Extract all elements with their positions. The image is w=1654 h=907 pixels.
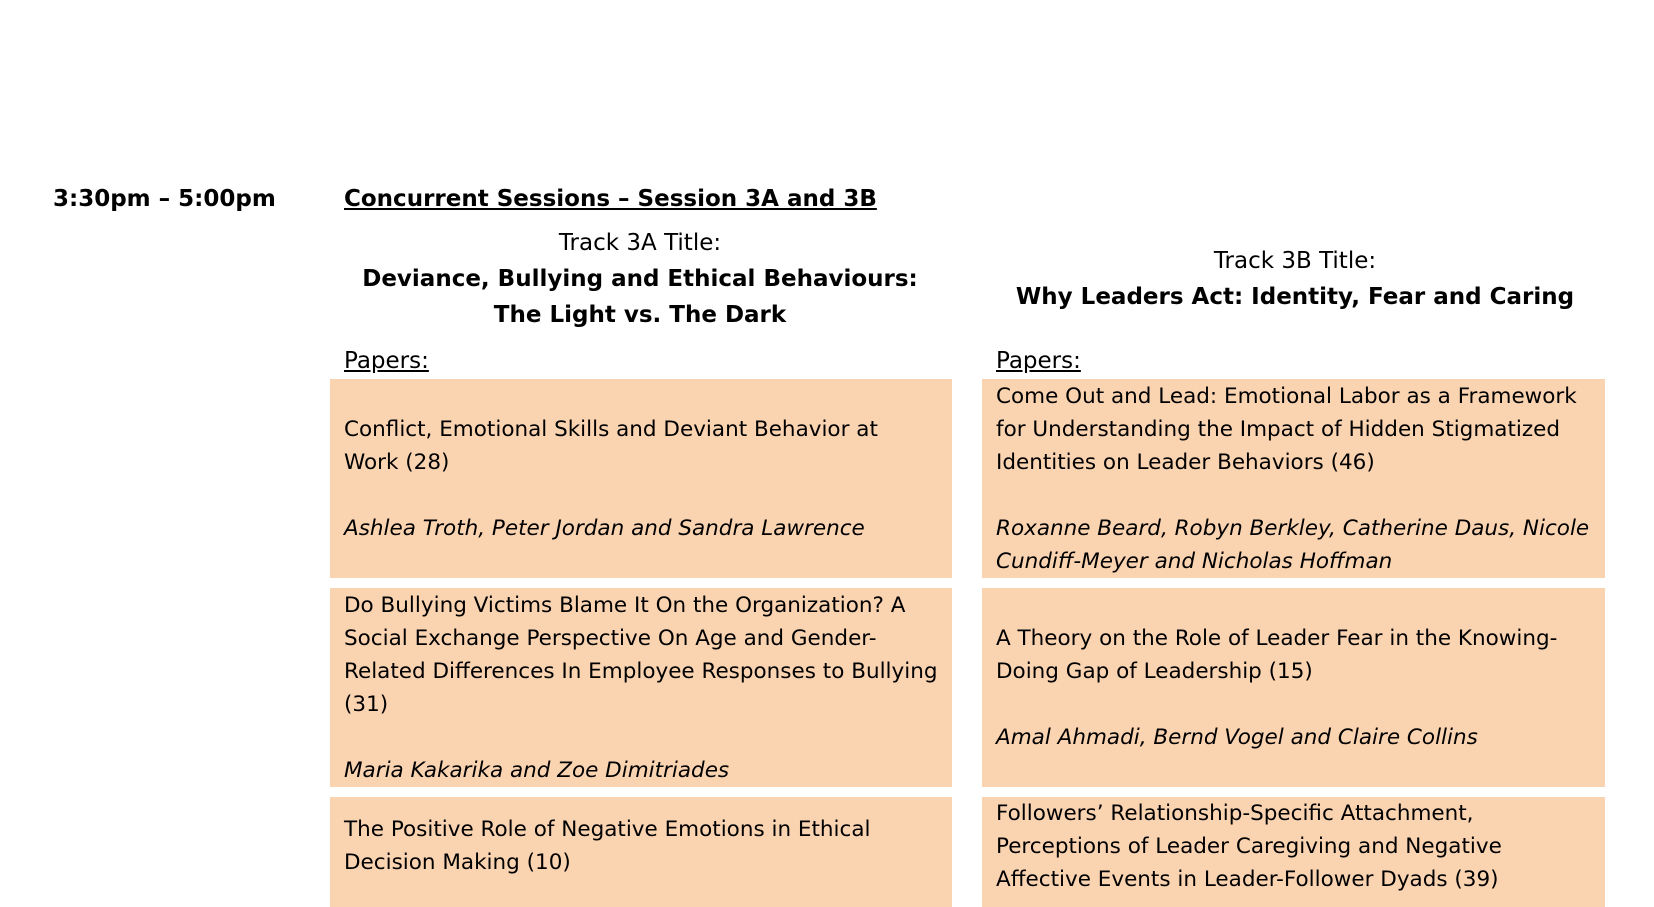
track-3a-papers-label: Papers: [344,348,429,374]
paper-title: Conflict, Emotional Skills and Deviant Behavior at Work (28) [344,416,878,475]
paper-card [982,797,1605,907]
session-time: 3:30pm – 5:00pm [53,186,276,212]
track-3b-title [985,243,1605,315]
track-3a-name-line-2: The Light vs. The Dark [493,302,787,328]
paper-title: The Positive Role of Negative Emotions in Ethical Decision Making (10) [344,817,871,875]
paper-title: Followers’ Relationship-Specific Attachment, Perceptions of Leader Caregiving and Negative Affective Events in Leader-Follower Dyads (39) [996,801,1502,892]
session-heading: Concurrent Sessions – Session 3A and 3B [344,186,877,212]
paper-card [330,379,952,578]
paper-title: A Theory on the Role of Leader Fear in the Knowing-Doing Gap of Leadership (15) [996,625,1558,684]
track-3a-title [330,225,950,333]
paper-card [330,588,952,787]
paper-authors: Amal Ahmadi, Bernd Vogel and Claire Collins [996,724,1478,750]
paper-authors: Maria Kakarika and Zoe Dimitriades [344,757,730,783]
paper-title: Come Out and Lead: Emotional Labor as a Framework for Understanding the Impact of Hidden Stigmatized Identities on Leader Behaviors (46) [996,383,1577,475]
paper-card [982,379,1605,578]
track-3b-label: Track 3B Title: [1213,248,1377,274]
track-3a-label: Track 3A Title: [558,230,722,256]
track-3b-papers-label: Papers: [996,348,1081,374]
track-3a-name-line-1: Deviance, Bullying and Ethical Behaviours: [362,266,918,292]
paper-authors: Ashlea Troth, Peter Jordan and Sandra Lawrence [344,515,865,541]
paper-card [982,588,1605,787]
paper-authors: Roxanne Beard, Robyn Berkley, Catherine Daus, Nicole Cundiff-Meyer and Nicholas Hoffman [996,515,1590,574]
track-3b-name-line-1: Why Leaders Act: Identity, Fear and Caring [1015,284,1575,310]
paper-card [330,797,952,907]
paper-title: Do Bullying Victims Blame It On the Organization? A Social Exchange Perspective On Age and Gender-Related Differences In Employee Responses to Bullying (31) [344,592,938,717]
